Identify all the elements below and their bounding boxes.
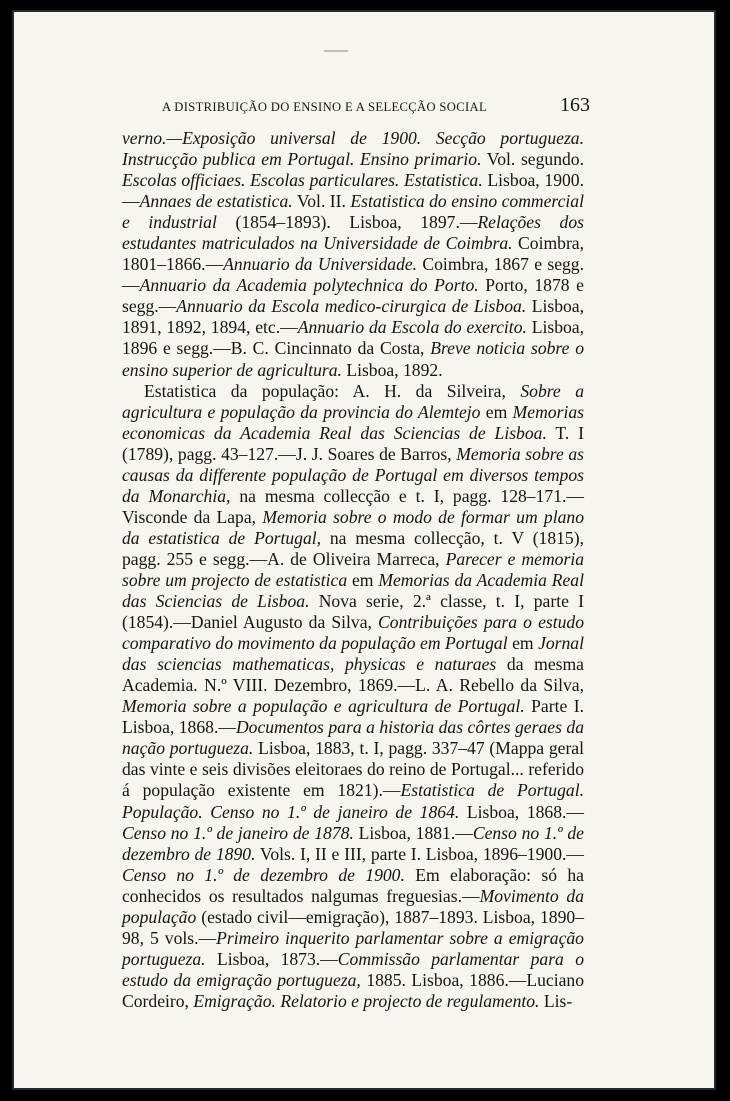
print-mark xyxy=(324,50,348,52)
roman-text: Porto, 1878 e segg.— xyxy=(122,275,584,317)
paragraph xyxy=(122,128,584,381)
italic-text: Annuario da Escola medico-cirurgica de Lisboa. xyxy=(176,296,527,317)
italic-text: Censo no 1.º de janeiro de 1878. xyxy=(122,822,354,843)
roman-text: Lisboa, 1868.— xyxy=(459,801,584,822)
italic-text: Annaes de estatistica. xyxy=(139,191,293,212)
page-number: 163 xyxy=(560,94,590,116)
roman-text: T. I (1789), pagg. 43–127.—J. J. Soares de Barros, xyxy=(122,422,584,464)
roman-text: 1885. Lisboa, 1886.—Luciano Cordeiro, xyxy=(122,969,584,1011)
roman-text: Lisboa, 1896 e segg.—B. C. Cincinnato da Costa, xyxy=(122,317,585,359)
italic-text: Memorias da Academia Real das Sciencias de Lisboa. xyxy=(122,569,584,612)
italic-text: Breve noticia sobre o ensino superior de agricultura. xyxy=(122,338,584,380)
roman-text: Lisboa, 1891, 1892, 1894, etc.— xyxy=(122,296,585,338)
italic-text: Censo no 1.º de dezembro de 1890. xyxy=(122,822,584,864)
italic-text: Memoria sobre o modo de formar um plano da estatistica de Portugal, xyxy=(122,506,584,548)
italic-text: Sobre a agricultura e população da provincia do Alemtejo xyxy=(122,380,585,422)
roman-text: Lisboa, 1892. xyxy=(341,359,443,380)
italic-text: Documentos para a historia das côrtes geraes da nação portugueza. xyxy=(122,717,584,759)
roman-text: Vol. II. xyxy=(292,191,351,212)
italic-text: verno.—Exposição universal de 1900. Secção portugueza. Instrucção publica em Portugal. Ensino primario. xyxy=(122,128,584,170)
roman-text: Coimbra, 1801–1866.— xyxy=(122,233,585,275)
italic-text: Emigração. Relatorio e projecto de regulamento. xyxy=(193,990,540,1011)
italic-text: Jornal das sciencias mathematicas, physicas e naturaes xyxy=(122,633,584,675)
italic-text: Contribuições para o estudo comparativo do movimento da população em Portugal xyxy=(122,612,584,654)
roman-text: Lisboa, 1900.— xyxy=(122,170,584,212)
roman-text: Lisboa, 1873.— xyxy=(205,948,338,969)
paragraph xyxy=(122,381,584,1012)
roman-text: em xyxy=(507,633,539,654)
italic-text: Memoria sobre as causas da differente população de Portugal em diversos tempos da Monarchia, xyxy=(122,443,584,506)
roman-text: Lisboa, 1881.— xyxy=(353,822,473,843)
running-title: A DISTRIBUIÇÃO DO ENSINO E A SELECÇÃO SOCIAL xyxy=(162,100,488,114)
book-page xyxy=(12,10,716,1090)
body-text xyxy=(122,128,584,1012)
italic-text: Memorias economicas da Academia Real das Sciencias de Lisboa. xyxy=(122,401,584,443)
roman-text: (estado civil—emigração), 1887–1893. Lisboa, 1890–98, 5 vols.— xyxy=(122,906,584,948)
page-header xyxy=(134,92,594,122)
roman-text: Vol. segundo. xyxy=(481,149,584,170)
italic-text: Annuario da Academia polytechnica do Porto. xyxy=(139,275,479,296)
italic-text: Estatistica de Portugal. População. Censo no 1.º de janeiro de 1864. xyxy=(122,780,584,822)
roman-text: Parte I. Lisboa, 1868.— xyxy=(122,696,584,738)
roman-text: em xyxy=(347,569,379,590)
roman-text: Vols. I, II e III, parte I. Lisboa, 1896–1900.— xyxy=(255,843,584,864)
italic-text: Primeiro inquerito parlamentar sobre a emigração portugueza. xyxy=(122,927,584,969)
italic-text: Relações dos estudantes matriculados na Universidade de Coimbra. xyxy=(122,212,584,254)
italic-text: Annuario da Escola do exercito. xyxy=(297,317,527,338)
roman-text: da mesma Academia. N.º VIII. Dezembro, 1869.—L. A. Rebello da Silva, xyxy=(122,654,584,696)
roman-text: Estatistica da população: A. H. da Silveira, xyxy=(144,380,521,401)
italic-text: Memoria sobre a população e agricultura de Portugal. xyxy=(122,696,525,717)
italic-text: Commissão parlamentar para o estudo da emigração portugueza, xyxy=(122,948,584,990)
roman-text: na mesma collecção e t. I, pagg. 128–171.—Visconde da Lapa, xyxy=(122,485,584,527)
roman-text: Coimbra, 1867 e segg.— xyxy=(122,254,584,296)
italic-text: Censo no 1.º de dezembro de 1900. xyxy=(122,864,405,885)
roman-text: na mesma collecção, t. V (1815), pagg. 255 e segg.—A. de Oliveira Marreca, xyxy=(122,527,584,569)
italic-text: Escolas officiaes. Escolas particulares. Estatistica. xyxy=(122,170,483,191)
roman-text: (1854–1893). Lisboa, 1897.— xyxy=(216,212,478,233)
roman-text: Em elaboração: só ha conhecidos os resultados nalgumas freguesias.— xyxy=(122,864,584,906)
italic-text: Movimento da população xyxy=(122,885,584,927)
italic-text: Estatistica do ensino commercial e industrial xyxy=(122,191,584,233)
roman-text: Nova serie, 2.ª classe, t. I, parte I (1854).—Daniel Augusto da Silva, xyxy=(122,591,584,633)
italic-text: Parecer e memoria sobre um projecto de estatistica xyxy=(122,548,584,590)
roman-text: Lis- xyxy=(539,990,573,1011)
roman-text: em xyxy=(480,401,513,422)
italic-text: Annuario da Universidade. xyxy=(223,254,418,275)
roman-text: Lisboa, 1883, t. I, pagg. 337–47 (Mappa geral das vinte e seis divisões eleitoraes do reino de Portugal... referido á população existente em 1821).— xyxy=(122,738,585,801)
